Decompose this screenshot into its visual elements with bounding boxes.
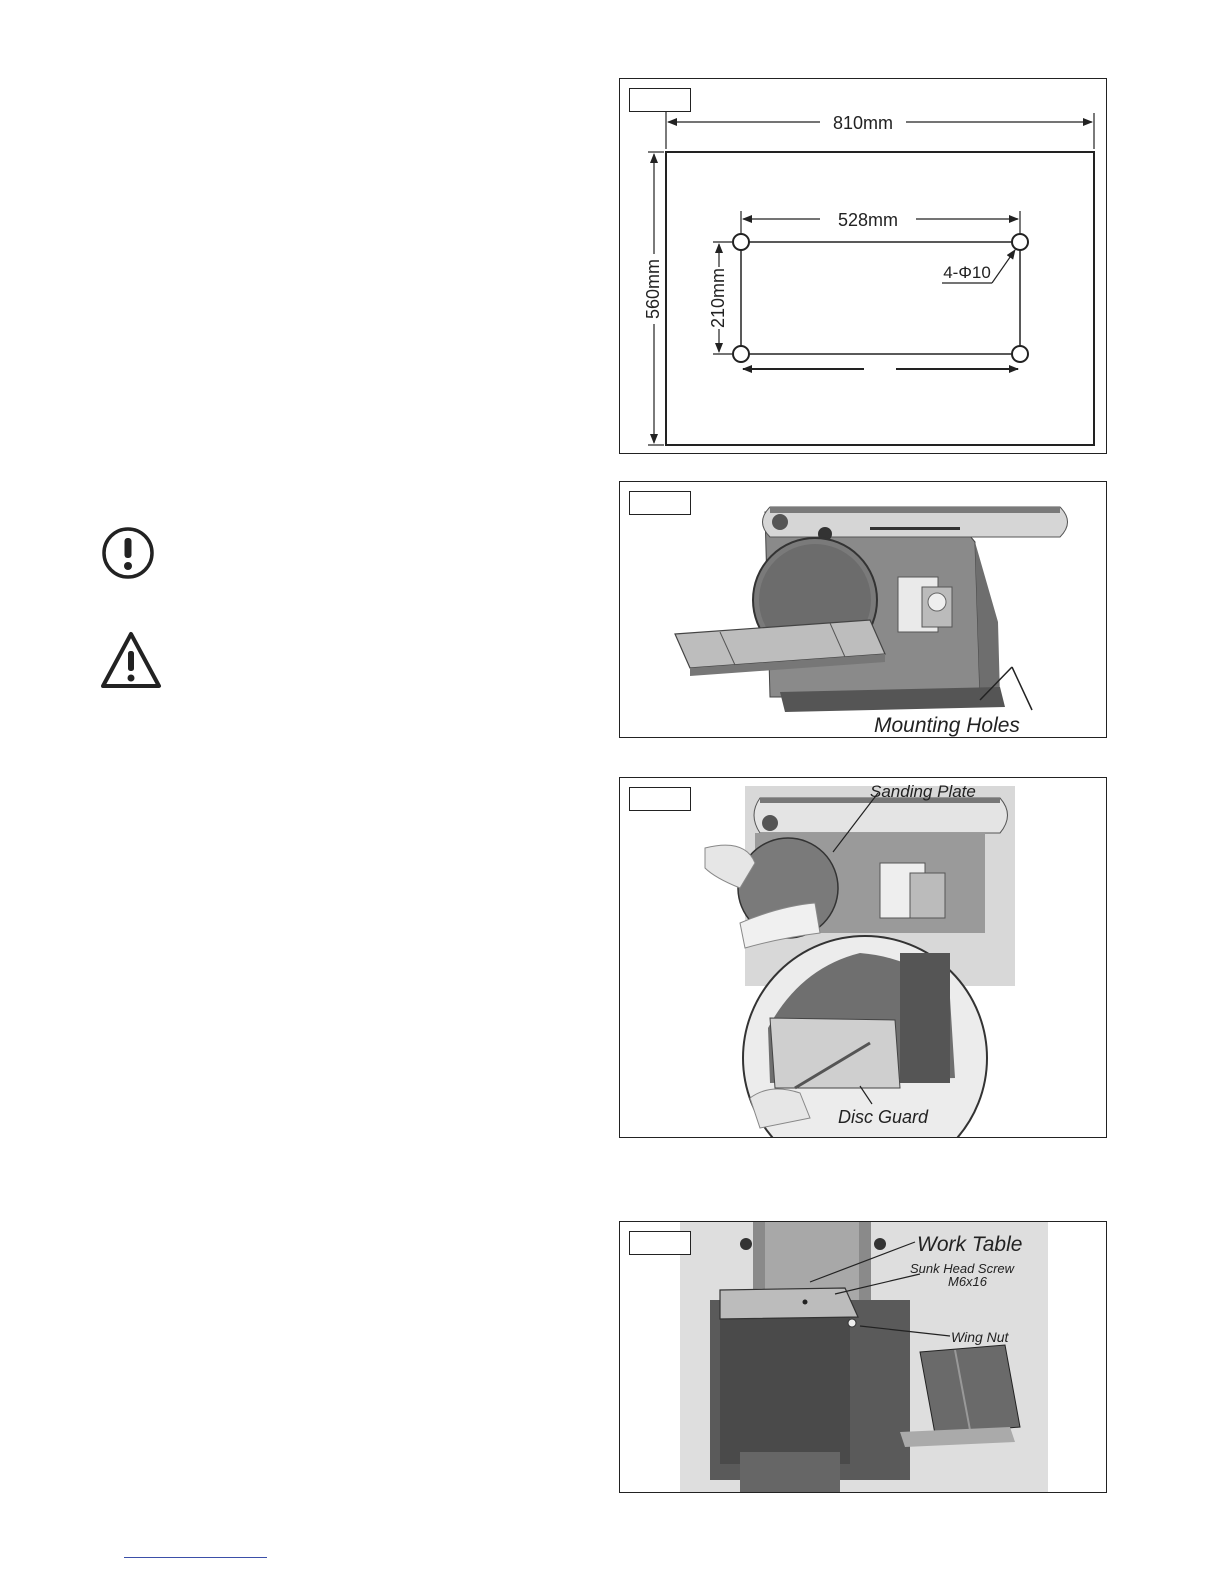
dimension-width-label: 810mm — [832, 113, 894, 133]
figure-number-box — [629, 1231, 691, 1255]
mounting-hole — [1012, 346, 1028, 362]
figure-number-box — [629, 491, 691, 515]
figure-work-table — [619, 1221, 1107, 1493]
dimension-depth-label: 560mm — [642, 258, 663, 320]
mounting-hole — [733, 234, 749, 250]
work-table-illustration — [620, 1222, 1107, 1493]
dimension-hole-span-y-label: 210mm — [707, 267, 728, 329]
callout-mounting-holes: Mounting Holes — [874, 714, 1020, 737]
figure-number-box — [629, 787, 691, 811]
callout-sunk-head-screw: Sunk Head Screw — [910, 1261, 1015, 1276]
mounting-hole — [733, 346, 749, 362]
figure-sanding-plate — [619, 777, 1107, 1138]
notice-exclamation-icon — [99, 524, 157, 582]
base-outline — [666, 152, 1094, 445]
callout-disc-guard: Disc Guard — [838, 1107, 929, 1127]
figure-number-box — [629, 88, 691, 112]
callout-wing-nut: Wing Nut — [951, 1329, 1009, 1345]
callout-screw-size: M6x16 — [948, 1274, 988, 1289]
footer-link-underline[interactable] — [124, 1557, 267, 1558]
sanding-plate-illustration — [620, 778, 1107, 1138]
mounting-hole — [1012, 234, 1028, 250]
callout-work-table: Work Table — [917, 1233, 1023, 1256]
figure-mounting-holes — [619, 481, 1107, 738]
dimension-hole-span-x-label: 528mm — [837, 210, 899, 230]
warning-triangle-icon — [98, 629, 164, 691]
hole-pattern-outline — [741, 242, 1020, 354]
callout-sanding-plate: Sanding Plate — [870, 782, 976, 801]
figure-mounting-dimensions — [619, 78, 1107, 454]
mounting-dimension-drawing — [620, 79, 1107, 454]
hole-spec-label: 4-Φ10 — [943, 263, 991, 282]
sander-illustration — [620, 482, 1107, 738]
